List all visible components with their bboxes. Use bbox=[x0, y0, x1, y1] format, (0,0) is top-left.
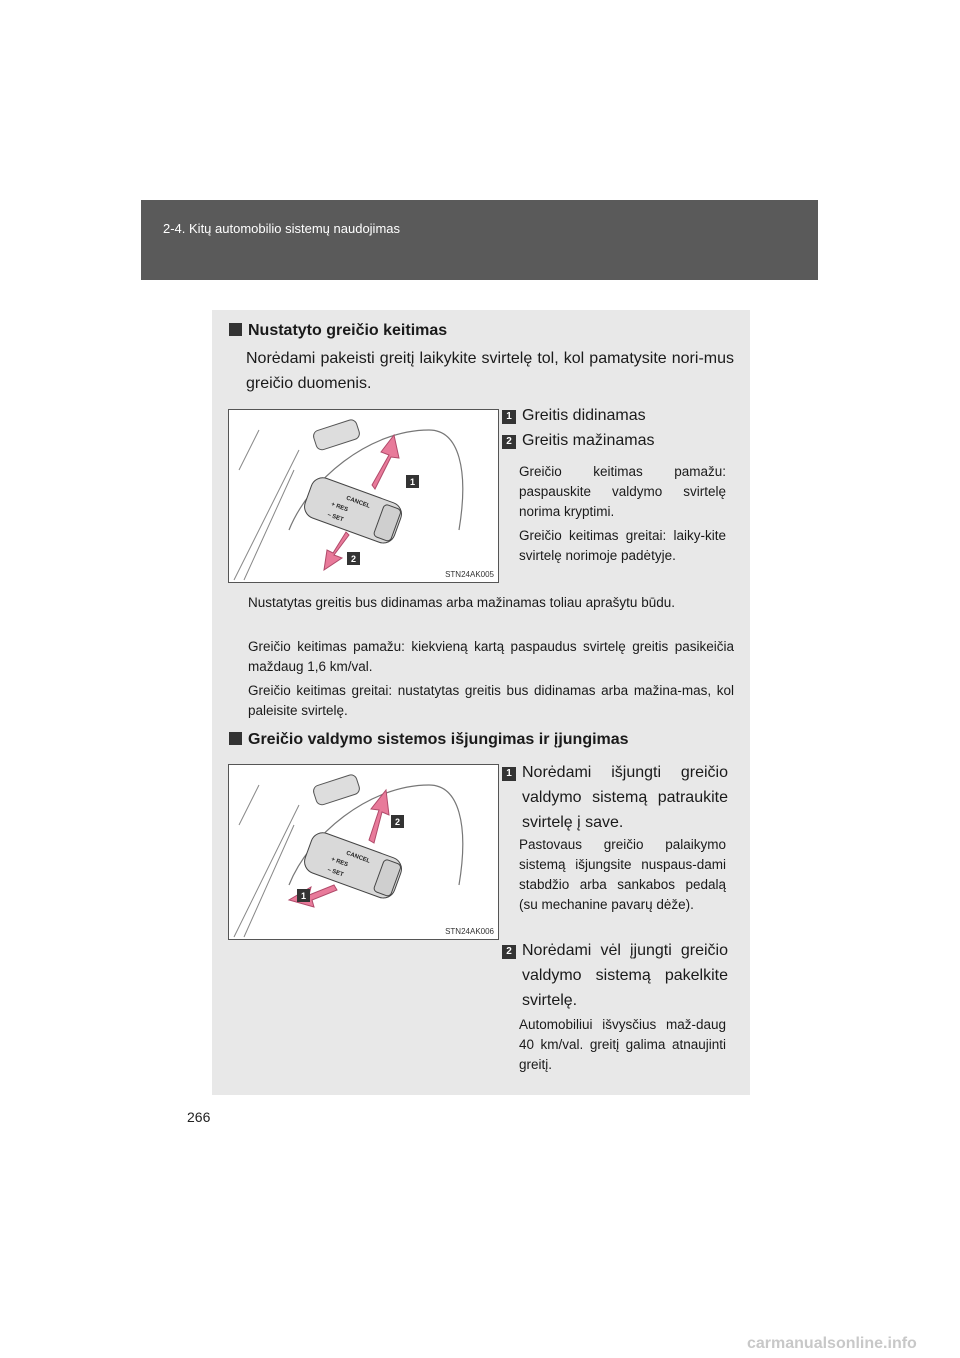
cancel-label: CANCEL bbox=[345, 850, 371, 865]
list-item bbox=[502, 403, 734, 428]
item-text: Greitis mažinamas bbox=[522, 432, 655, 449]
note-text: Automobiliui išvysčius maž-daug 40 km/val. greitį galima atnaujinti greitį. bbox=[519, 1017, 726, 1072]
bullet-square-icon bbox=[229, 732, 242, 745]
list-item bbox=[502, 760, 728, 835]
section2-heading bbox=[229, 731, 629, 749]
number-marker-icon: 1 bbox=[502, 767, 516, 781]
bullet-square-icon bbox=[229, 323, 242, 336]
svg-text:2: 2 bbox=[351, 554, 357, 564]
arrow-up-icon bbox=[369, 790, 389, 843]
section-header bbox=[141, 200, 818, 280]
number-marker-icon: 2 bbox=[502, 945, 516, 959]
section1-intro: Norėdami pakeisti greitį laikykite svirtelę tol, kol pamatysite nori-mus greičio duomenis. bbox=[246, 350, 734, 392]
section1-title: Nustatyto greičio keitimas bbox=[248, 322, 448, 339]
arrow-pull-icon bbox=[289, 885, 337, 907]
list-item bbox=[502, 428, 734, 453]
figure-lever-onoff bbox=[228, 764, 499, 940]
figure-lever-adjust bbox=[228, 409, 499, 583]
content-panel bbox=[212, 310, 750, 1095]
number-marker-icon: 1 bbox=[502, 410, 516, 424]
list-item bbox=[502, 938, 728, 1013]
section1-heading bbox=[229, 322, 447, 340]
svg-text:2: 2 bbox=[395, 817, 401, 827]
note-text: Pastovaus greičio palaikymo sistemą išjungsite nuspaus-dami stabdžio arba sankabos pedalą (su mechanine pavarų dėže). bbox=[519, 837, 726, 912]
svg-text:1: 1 bbox=[301, 891, 307, 901]
number-marker-icon: 2 bbox=[502, 435, 516, 449]
figure-code: STN24AK006 bbox=[445, 927, 494, 936]
paragraph: Nustatytas greitis bus didinamas arba mažinamas toliau aprašytu būdu. bbox=[248, 595, 675, 610]
note-text: Greičio keitimas pamažu: paspauskite valdymo svirtelę norima kryptimi. bbox=[519, 464, 726, 519]
lever-illustration bbox=[229, 410, 498, 582]
item-text: Norėdami vėl įjungti greičio valdymo sistemą pakelkite svirtelę. bbox=[522, 942, 728, 1009]
section-title: 2-4. Kitų automobilio sistemų naudojimas bbox=[163, 221, 401, 236]
set-label: – SET bbox=[326, 512, 345, 524]
svg-text:1: 1 bbox=[410, 477, 416, 487]
res-label: + RES bbox=[330, 501, 349, 514]
note-text: Greičio keitimas greitai: laiky-kite svirtelę norimoje padėtyje. bbox=[519, 528, 726, 563]
section2-title: Greičio valdymo sistemos išjungimas ir įjungimas bbox=[248, 731, 629, 748]
figure-code: STN24AK005 bbox=[445, 570, 494, 579]
cancel-label: CANCEL bbox=[345, 495, 371, 510]
lever-illustration bbox=[229, 765, 498, 939]
res-label: + RES bbox=[330, 856, 349, 869]
page-number: 266 bbox=[187, 1109, 211, 1125]
paragraph: Greičio keitimas greitai: nustatytas greitis bus didinamas arba mažina-mas, kol paleisite svirtelę. bbox=[248, 683, 734, 718]
arrow-up-icon bbox=[372, 435, 399, 489]
paragraph: Greičio keitimas pamažu: kiekvieną kartą paspaudus svirtelę greitis pasikeičia maždaug 1,6 km/val. bbox=[248, 639, 734, 674]
watermark: carmanualsonline.info bbox=[747, 1335, 917, 1352]
arrow-down-icon bbox=[324, 532, 349, 570]
item-text: Greitis didinamas bbox=[522, 407, 646, 424]
set-label: – SET bbox=[326, 867, 345, 879]
item-text: Norėdami išjungti greičio valdymo sistemą patraukite svirtelę į save. bbox=[522, 764, 728, 831]
